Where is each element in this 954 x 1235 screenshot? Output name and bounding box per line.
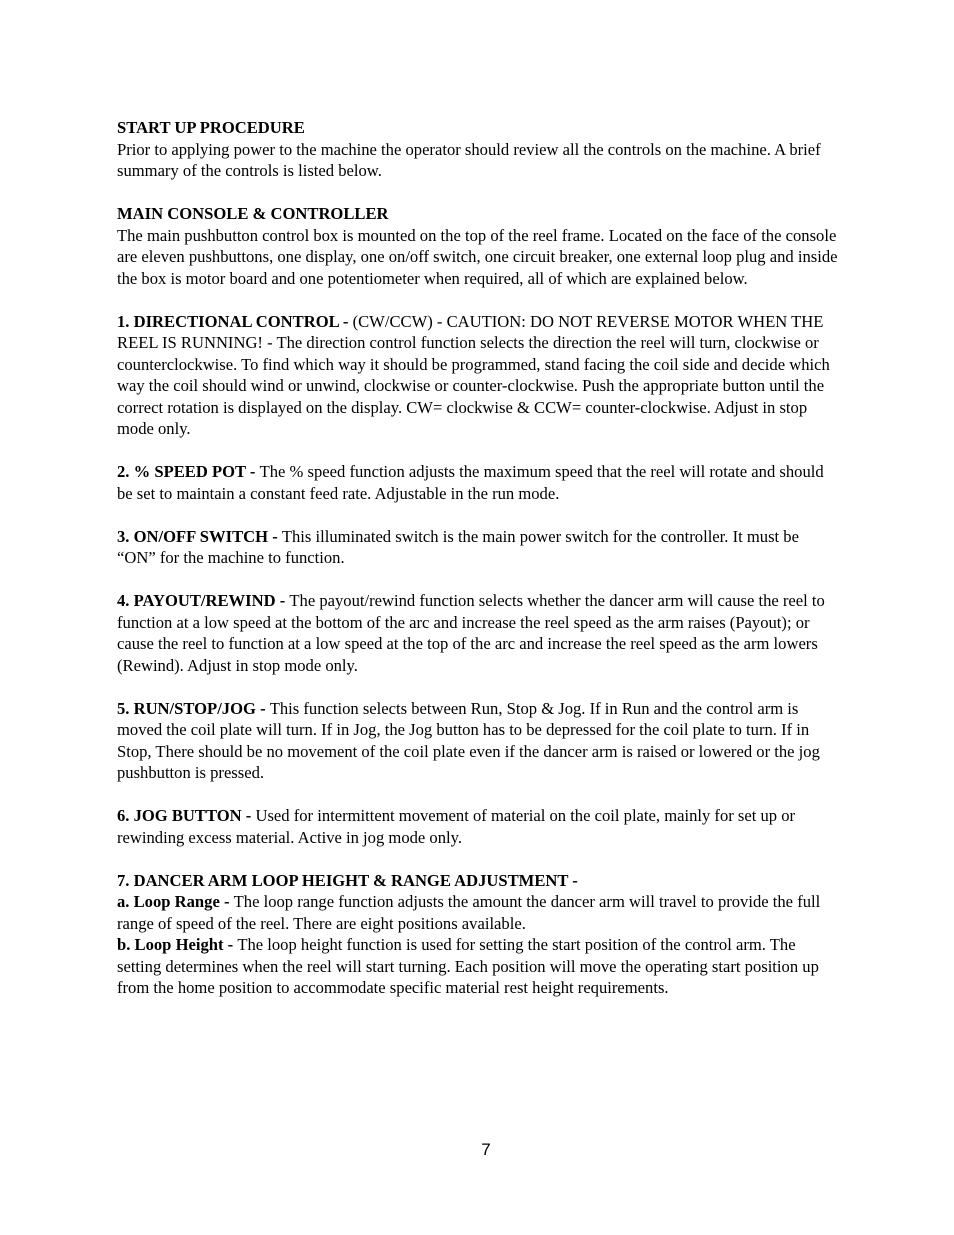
loop-height-text: The loop height function is used for setting the start position of the control arm. The setting determines when the reel will start turning. Each position will move the operating start position up from the home position to accommodate specific material rest height requirements. <box>117 935 819 997</box>
main-console-section <box>117 203 841 289</box>
speed-pot-text: The % speed function adjusts the maximum speed that the reel will rotate and should be set to maintain a constant feed rate. Adjustable in the run mode. <box>117 462 824 503</box>
dancer-arm-section <box>117 870 841 999</box>
jog-button-paragraph <box>117 805 841 848</box>
directional-control-section <box>117 311 841 440</box>
directional-control-paragraph <box>117 311 841 440</box>
main-console-text: The main pushbutton control box is mounted on the top of the reel frame. Located on the face of the console are eleven pushbuttons, one display, one on/off switch, one circuit breaker, one external loop plug and inside the box is motor board and one potentiometer when required, all of which are explained below. <box>117 225 838 288</box>
start-up-text: Prior to applying power to the machine the operator should review all the controls on the machine. A brief summary of the controls is listed below. <box>117 139 821 180</box>
payout-rewind-section <box>117 590 841 676</box>
payout-rewind-label: 4. PAYOUT/REWIND - <box>117 591 290 610</box>
speed-pot-paragraph <box>117 461 841 504</box>
payout-rewind-paragraph <box>117 590 841 676</box>
page-number: 7 <box>481 1140 491 1159</box>
run-stop-jog-paragraph <box>117 698 841 784</box>
on-off-switch-label: 3. ON/OFF SWITCH - <box>117 526 282 546</box>
dancer-arm-heading: 7. DANCER ARM LOOP HEIGHT & RANGE ADJUSTMENT - <box>117 870 578 890</box>
loop-height-paragraph <box>117 934 841 999</box>
speed-pot-section <box>117 461 841 504</box>
loop-range-label: a. Loop Range - <box>117 892 234 911</box>
directional-control-text: (CW/CCW) - CAUTION: DO NOT REVERSE MOTOR WHEN THE REEL IS RUNNING! - The direction control function selects the direction the reel will turn, clockwise or counterclockwise. To find which way it should be programmed, stand facing the coil side and decide which way the coil should wind or unwind, clockwise or counter-clockwise. Push the appropriate button until the correct rotation is displayed on the display. CW= clockwise & CCW= counter-clockwise. Adjust in stop mode only. <box>117 311 830 438</box>
speed-pot-label: 2. % SPEED POT - <box>117 462 260 481</box>
jog-button-section <box>117 805 841 848</box>
loop-height-label: b. Loop Height - <box>117 935 238 954</box>
start-up-heading: START UP PROCEDURE <box>117 118 305 137</box>
run-stop-jog-label: 5. RUN/STOP/JOG - <box>117 698 270 718</box>
on-off-switch-paragraph <box>117 526 841 569</box>
on-off-switch-section <box>117 526 841 569</box>
on-off-switch-text: This illuminated switch is the main power switch for the controller. It must be “ON” for the machine to function. <box>117 526 799 567</box>
jog-button-text: Used for intermittent movement of material on the coil plate, mainly for set up or rewinding excess material. Active in jog mode only. <box>117 806 796 847</box>
main-console-heading: MAIN CONSOLE & CONTROLLER <box>117 204 389 223</box>
loop-range-text: The loop range function adjusts the amount the dancer arm will travel to provide the full range of speed of the reel. There are eight positions available. <box>117 892 821 933</box>
start-up-section <box>117 117 841 182</box>
jog-button-label: 6. JOG BUTTON - <box>117 806 256 825</box>
directional-control-label: 1. DIRECTIONAL CONTROL - <box>117 311 353 331</box>
loop-range-paragraph <box>117 891 841 934</box>
run-stop-jog-text: This function selects between Run, Stop & Jog. If in Run and the control arm is moved the coil plate will turn. If in Jog, the Jog button has to be depressed for the coil plate to turn. If in Stop, There should be no movement of the coil plate even if the dancer arm is raised or lowered or the jog pushbutton is pressed. <box>117 698 820 782</box>
payout-rewind-text: The payout/rewind function selects whether the dancer arm will cause the reel to function at a low speed at the bottom of the arc and increase the reel speed as the arm raises (Payout); or cause the reel to function at a low speed at the top of the arc and increase the reel speed as the arm lowers (Rewind). Adjust in stop mode only. <box>117 591 825 675</box>
manual-page <box>117 117 841 1020</box>
run-stop-jog-section <box>117 698 841 784</box>
